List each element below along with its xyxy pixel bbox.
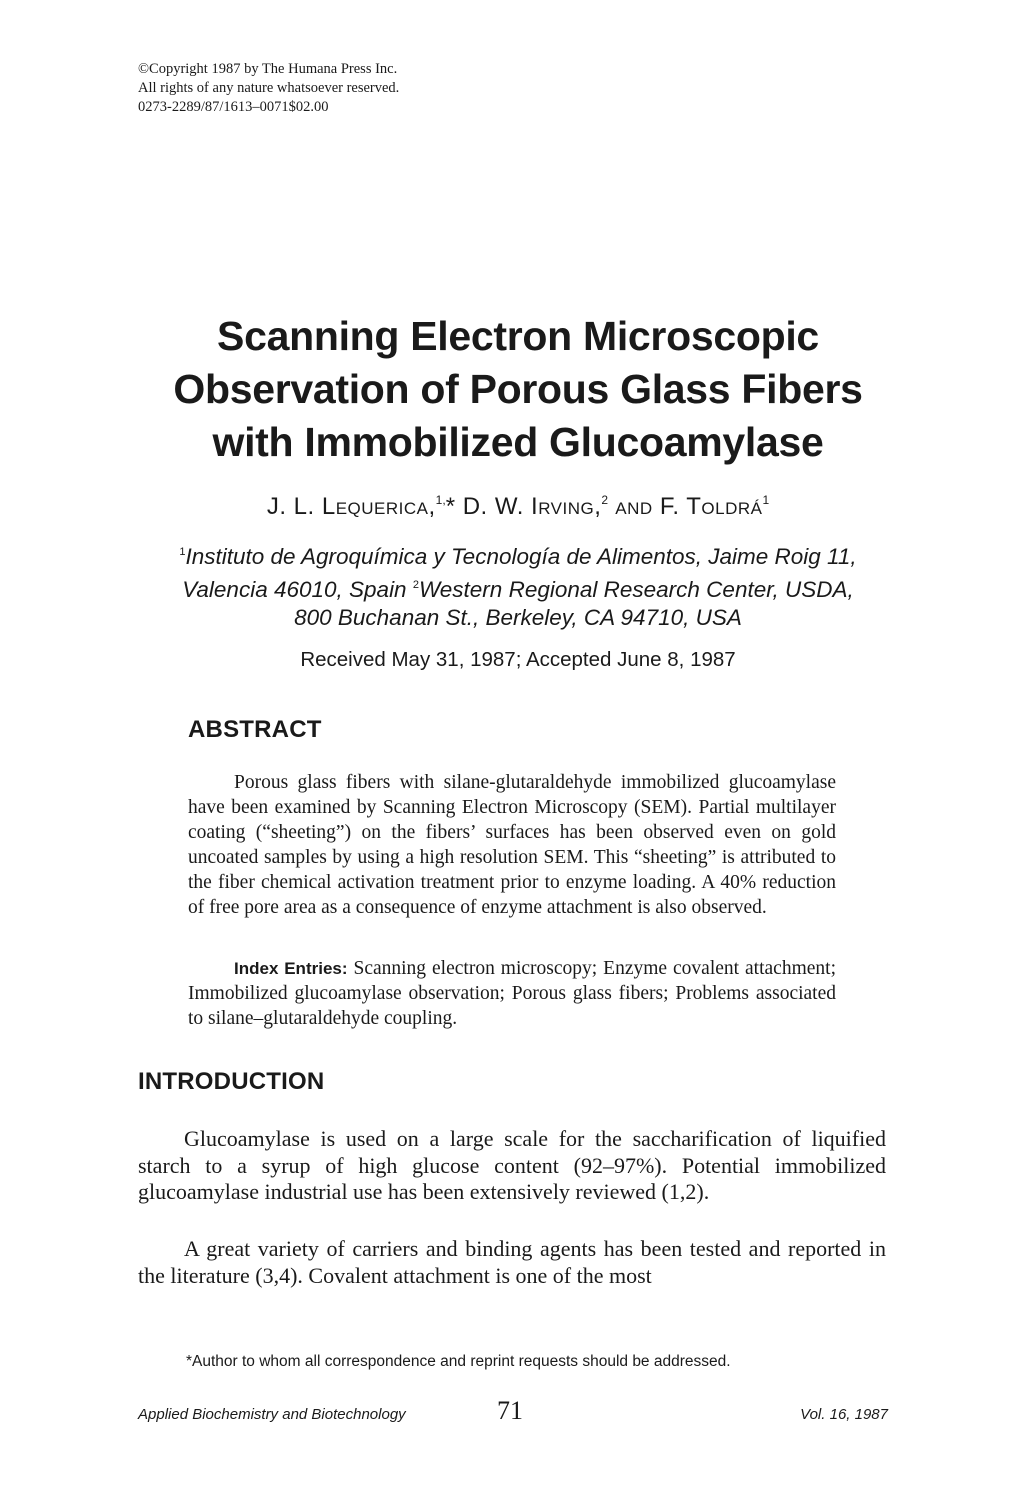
affiliation-text: Valencia 46010, Spain — [182, 577, 413, 602]
corresponding-star: * — [445, 493, 456, 520]
issn-line: 0273-2289/87/1613–0071$02.00 — [138, 99, 329, 115]
article-title — [100, 310, 936, 469]
affiliation-text: Western Regional Research Center, USDA, — [418, 577, 854, 602]
abstract-text: Porous glass fibers with silane-glutaraldehyde immobilized glucoamylase have been examined by Scanning Electron Microscopy (SEM). Partial multilayer coating (“sheeting”) on the fibers’ surfaces has been observed even on gold uncoated samples by using a high resolution SEM. This “sheeting” is attributed to the fiber chemical activation treatment prior to enzyme loading. A 40% reduction of free pore area as a consequence of enzyme attachment is also observed. — [188, 772, 836, 918]
affiliation-line-1 — [100, 538, 936, 571]
author-toldra: F. Toldrá — [659, 493, 763, 520]
introduction-paragraph-2: A great variety of carriers and binding agents has been tested and reported in the literature (3,4). Covalent attachment is one of the most — [138, 1236, 886, 1288]
author-footnote: *Author to whom all correspondence and reprint requests should be addressed. — [186, 1353, 731, 1370]
affiliations — [100, 538, 936, 632]
title-line-3: with Immobilized Glucoamylase — [212, 419, 824, 465]
index-entries-label: Index Entries: — [234, 959, 348, 978]
affiliation-line-2 — [100, 571, 936, 604]
page-number: 71 — [497, 1396, 523, 1425]
abstract-heading: ABSTRACT — [188, 716, 322, 743]
author-affil-mark: 1 — [762, 493, 770, 507]
title-line-1: Scanning Electron Microscopic — [217, 313, 819, 359]
affiliation-text: Instituto de Agroquímica y Tecnología de Alimentos, Jaime Roig 11, — [185, 544, 857, 569]
author-lequerica: J. L. Lequerica, — [266, 493, 436, 520]
rights-line: All rights of any nature whatsoever reserved. — [138, 80, 400, 96]
introduction-heading: INTRODUCTION — [138, 1068, 325, 1095]
author-list — [100, 493, 936, 521]
affiliation-line-3: 800 Buchanan St., Berkeley, CA 94710, USA — [294, 605, 742, 630]
copyright-line: ©Copyright 1987 by The Humana Press Inc. — [138, 61, 398, 77]
received-dates: Received May 31, 1987; Accepted June 8, 1987 — [300, 648, 736, 671]
author-affil-mark: 1, — [435, 493, 446, 507]
affil-mark: 1 — [179, 546, 186, 558]
introduction-paragraph-1: Glucoamylase is used on a large scale for the saccharification of liquified starch to a syrup of high glucose content (92–97%). Potential immobilized glucoamylase industrial use has been extensively reviewed (1,2). — [138, 1126, 886, 1204]
author-affil-mark: 2 — [601, 493, 609, 507]
index-entries-text: Scanning electron microscopy; Enzyme covalent attachment; Immobilized glucoamylase observation; Porous glass fibers; Problems associated to silane–glutaraldehyde coupling. — [188, 958, 836, 1029]
title-line-2: Observation of Porous Glass Fibers — [173, 366, 863, 412]
footer-journal: Applied Biochemistry and Biotechnology — [138, 1406, 406, 1423]
author-irving: D. W. Irving, — [455, 493, 602, 520]
author-and: and — [608, 493, 660, 520]
footer-volume: Vol. 16, 1987 — [800, 1406, 888, 1423]
affil-mark: 2 — [412, 579, 419, 591]
copyright-notice — [138, 60, 399, 117]
index-entries — [188, 956, 836, 1031]
